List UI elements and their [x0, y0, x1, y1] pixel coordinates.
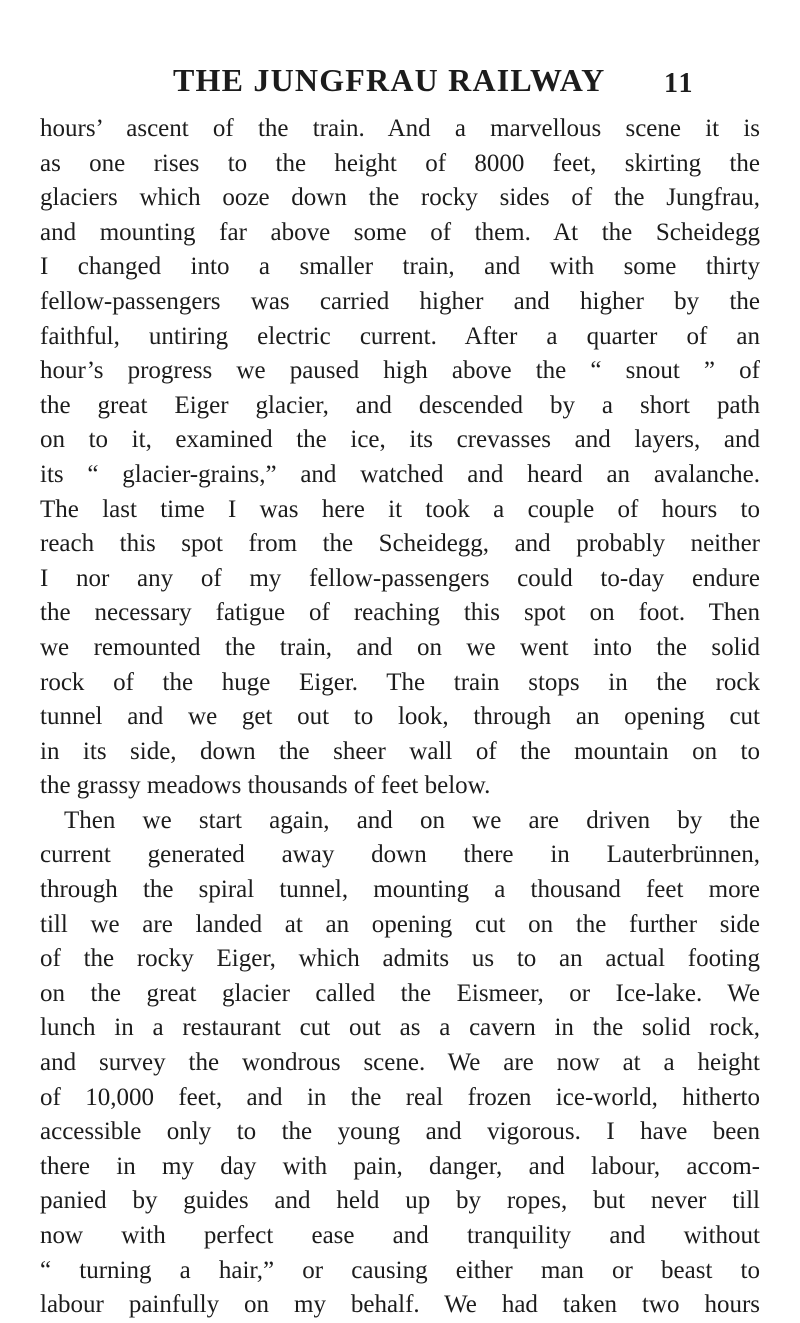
text-line: and survey the wondrous scene. We are now at a height — [40, 1049, 760, 1077]
text-line: fellow-passengers was carried higher and higher by the — [40, 287, 760, 315]
text-line: there in my day with pain, danger, and labour, accom- — [40, 1152, 760, 1180]
text-line: of 10,000 feet, and in the real frozen ice-world, hitherto — [40, 1083, 760, 1111]
text-line: lunch in a restaurant cut out as a cavern in the solid rock, — [40, 1014, 760, 1042]
text-line: till we are landed at an opening cut on the further side — [40, 910, 760, 938]
text-line: on to it, examined the ice, its crevasses and layers, and — [40, 426, 760, 454]
text-line: the grassy meadows thousands of feet below. — [40, 772, 491, 800]
text-line: we remounted the train, and on we went into the solid — [40, 633, 760, 661]
text-line: labour painfully on my behalf. We had taken two hours — [40, 1291, 760, 1319]
text-line: through the spiral tunnel, mounting a thousand feet more — [40, 876, 760, 904]
text-line: now with perfect ease and tranquility and without — [40, 1222, 760, 1249]
text-line: hour’s progress we paused high above the “ snout ” of — [40, 357, 760, 385]
text-line: Then we start again, and on we are driven by the — [64, 806, 760, 834]
text-line: panied by guides and held up by ropes, but never till — [40, 1187, 760, 1215]
page-header — [0, 62, 800, 106]
text-line: The last time I was here it took a couple of hours to — [40, 495, 760, 523]
text-line: accessible only to the young and vigorous. I have been — [40, 1118, 760, 1146]
text-line: hours’ ascent of the train. And a marvellous scene it is — [40, 115, 760, 142]
text-line: and mounting far above some of them. At the Scheidegg — [40, 218, 760, 246]
text-line: I changed into a smaller train, and with some thirty — [40, 253, 760, 281]
text-line: tunnel and we get out to look, through an opening cut — [40, 703, 760, 731]
text-line: “ turning a hair,” or causing either man or beast to — [40, 1256, 760, 1284]
running-head: THE JUNGFRAU RAILWAY — [173, 62, 606, 98]
body-text — [40, 112, 760, 1323]
text-line: in its side, down the sheer wall of the mountain on to — [40, 737, 760, 765]
text-line: faithful, untiring electric current. After a quarter of an — [40, 322, 760, 350]
text-line: I nor any of my fellow-passengers could to-day endure — [40, 564, 760, 592]
text-line: its “ glacier-grains,” and watched and heard an avalanche. — [40, 460, 760, 488]
text-line: glaciers which ooze down the rocky sides of the Jungfrau, — [40, 184, 760, 212]
text-line: the great Eiger glacier, and descended by a short path — [40, 391, 760, 419]
text-line: as one rises to the height of 8000 feet, skirting the — [40, 149, 760, 177]
text-line: rock of the huge Eiger. The train stops in the rock — [40, 668, 760, 696]
text-line: of the rocky Eiger, which admits us to an actual footing — [40, 945, 760, 973]
page-number: 11 — [664, 68, 695, 99]
text-line: on the great glacier called the Eismeer, or Ice-lake. We — [40, 979, 760, 1007]
text-line: reach this spot from the Scheidegg, and probably neither — [40, 530, 760, 558]
text-line: the necessary fatigue of reaching this spot on foot. Then — [40, 599, 760, 627]
text-line: current generated away down there in Lauterbrünnen, — [40, 841, 760, 869]
